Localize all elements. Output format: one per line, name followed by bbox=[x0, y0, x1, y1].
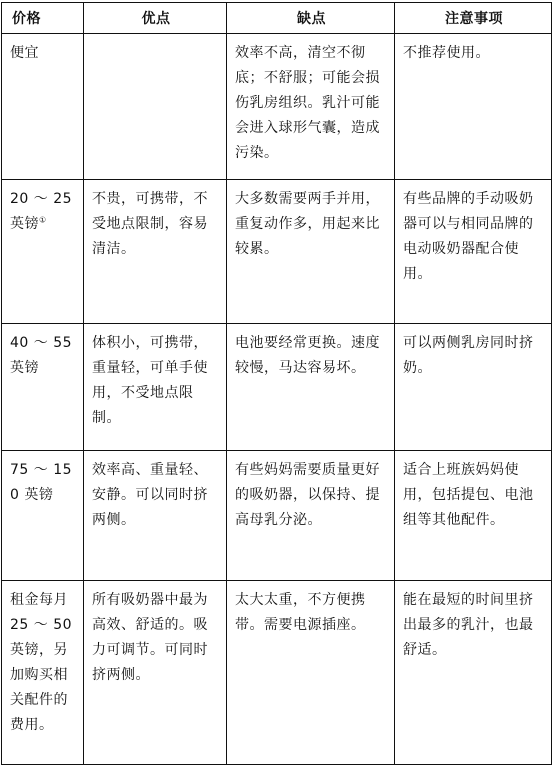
notes-cell: 能在最短的时间里挤出最多的乳汁，也最舒适。 bbox=[395, 581, 552, 765]
header-cons: 缺点 bbox=[227, 3, 395, 34]
price-text: 租金每月 25 ～ 50 英镑，另加购买相关配件的费用。 bbox=[10, 592, 73, 733]
price-cell bbox=[2, 581, 84, 765]
notes-cell: 不推荐使用。 bbox=[395, 34, 552, 180]
table-row bbox=[2, 581, 552, 765]
price-text: 75 ～ 150 英镑 bbox=[10, 462, 73, 503]
header-pros: 优点 bbox=[84, 3, 227, 34]
table-row bbox=[2, 451, 552, 581]
table-row bbox=[2, 34, 552, 180]
header-row bbox=[2, 3, 552, 34]
table-row bbox=[2, 180, 552, 324]
pros-cell: 所有吸奶器中最为高效、舒适的。吸力可调节。可同时挤两侧。 bbox=[84, 581, 227, 765]
price-text: 40 ～ 55 英镑 bbox=[10, 335, 73, 376]
pros-cell: 不贵，可携带，不受地点限制，容易清洁。 bbox=[84, 180, 227, 324]
breast-pump-comparison-table bbox=[1, 2, 552, 765]
header-price: 价格 bbox=[2, 3, 84, 34]
price-cell bbox=[2, 180, 84, 324]
notes-cell: 有些品牌的手动吸奶器可以与相同品牌的电动吸奶器配合使用。 bbox=[395, 180, 552, 324]
price-cell bbox=[2, 324, 84, 451]
pros-cell bbox=[84, 34, 227, 180]
cons-cell: 有些妈妈需要质量更好的吸奶器，以保持、提高母乳分泌。 bbox=[227, 451, 395, 581]
cons-cell: 太大太重，不方便携带。需要电源插座。 bbox=[227, 581, 395, 765]
price-cell bbox=[2, 34, 84, 180]
notes-cell: 适合上班族妈妈使用，包括提包、电池组等其他配件。 bbox=[395, 451, 552, 581]
table-row bbox=[2, 324, 552, 451]
pros-cell: 体积小，可携带，重量轻，可单手使用，不受地点限制。 bbox=[84, 324, 227, 451]
cons-cell: 大多数需要两手并用，重复动作多，用起来比较累。 bbox=[227, 180, 395, 324]
cons-cell: 效率不高，清空不彻底；不舒服；可能会损伤乳房组织。乳汁可能会进入球形气囊，造成污染。 bbox=[227, 34, 395, 180]
footnote-marker: ① bbox=[39, 215, 47, 225]
price-text: 便宜 bbox=[10, 45, 39, 61]
notes-cell: 可以两侧乳房同时挤奶。 bbox=[395, 324, 552, 451]
price-cell bbox=[2, 451, 84, 581]
header-notes: 注意事项 bbox=[395, 3, 552, 34]
cons-cell: 电池要经常更换。速度较慢，马达容易坏。 bbox=[227, 324, 395, 451]
pros-cell: 效率高、重量轻、安静。可以同时挤两侧。 bbox=[84, 451, 227, 581]
price-text: 20 ～ 25 英镑 bbox=[10, 191, 73, 232]
